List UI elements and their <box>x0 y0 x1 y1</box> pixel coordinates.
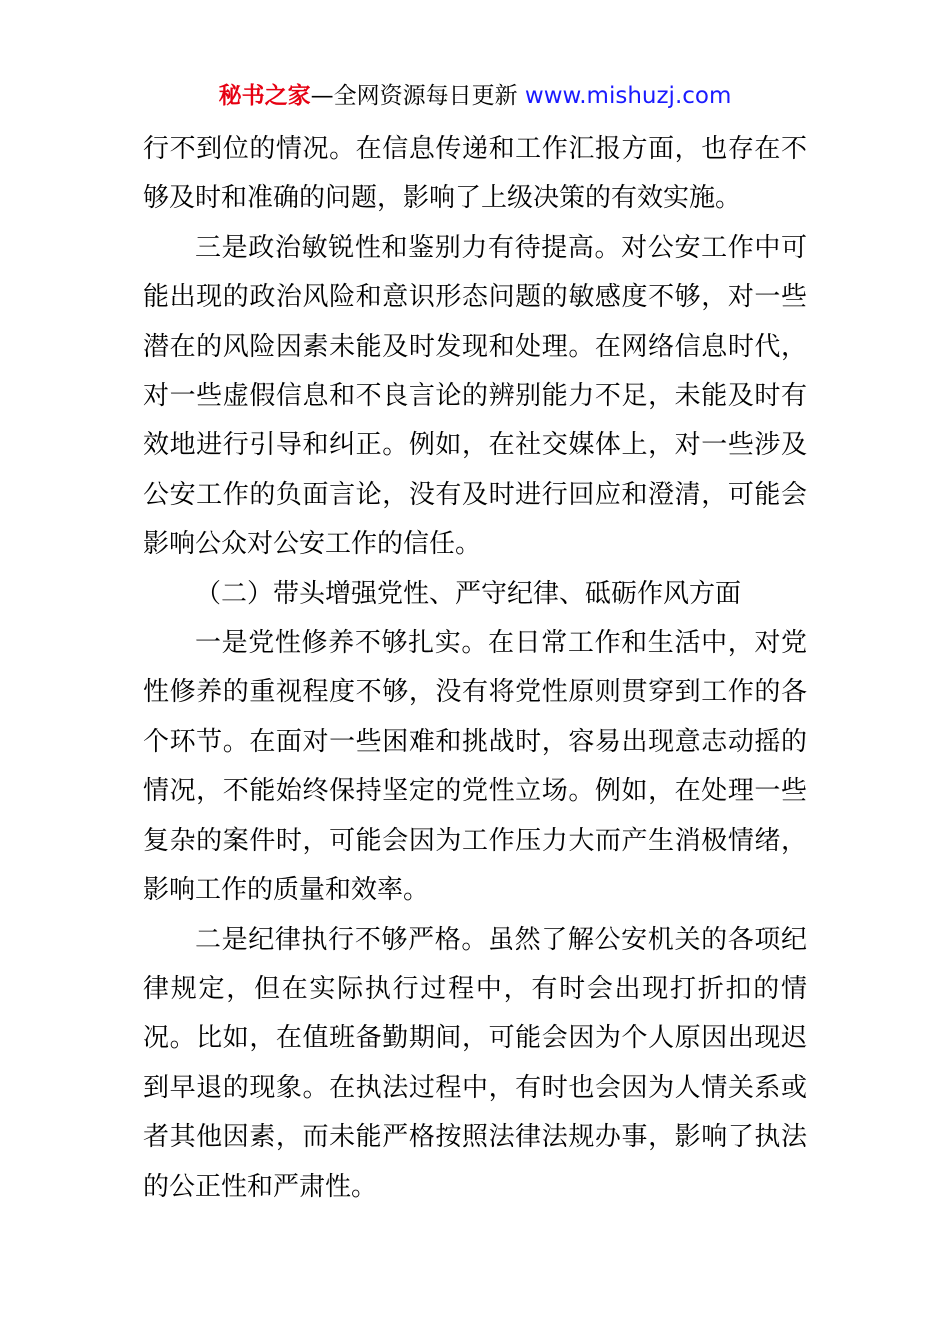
site-url-link[interactable]: www.mishuzj.com <box>517 83 732 109</box>
site-brand: 秘书之家 <box>218 83 311 109</box>
paragraph-party-spirit: 一是党性修养不够扎实。在日常工作和生活中，对党性修养的重视程度不够，没有将党性原则贯穿到工作的各个环节。在面对一些困难和挑战时，容易出现意志动摇的情况，不能始终保持坚定的党性立场。例如，在处理一些复杂的案件时，可能会因为工作压力大而产生消极情绪，影响工作的质量和效率。 <box>143 628 807 906</box>
document-body <box>143 125 807 1212</box>
site-header <box>0 80 950 112</box>
section-heading: （二）带头增强党性、严守纪律、砥砺作风方面 <box>195 578 742 609</box>
paragraph-discipline: 二是纪律执行不够严格。虽然了解公安机关的各项纪律规定，但在实际执行过程中，有时会出现打折扣的情况。比如，在值班备勤期间，可能会因为个人原因出现迟到早退的现象。在执法过程中，有时也会因为人情关系或者其他因素，而未能严格按照法律法规办事，影响了执法的公正性和严肃性。 <box>143 924 807 1202</box>
paragraph-political-sensitivity: 三是政治敏锐性和鉴别力有待提高。对公安工作中可能出现的政治风险和意识形态问题的敏感度不够，对一些潜在的风险因素未能及时发现和处理。在网络信息时代，对一些虚假信息和不良言论的辨别能力不足，未能及时有效地进行引导和纠正。例如，在社交媒体上，对一些涉及公安工作的负面言论，没有及时进行回应和澄清，可能会影响公众对公安工作的信任。 <box>143 232 807 560</box>
paragraph-continuation: 行不到位的情况。在信息传递和工作汇报方面，也存在不够及时和准确的问题，影响了上级决策的有效实施。 <box>143 134 807 214</box>
site-tagline: —全网资源每日更新 <box>310 83 518 109</box>
